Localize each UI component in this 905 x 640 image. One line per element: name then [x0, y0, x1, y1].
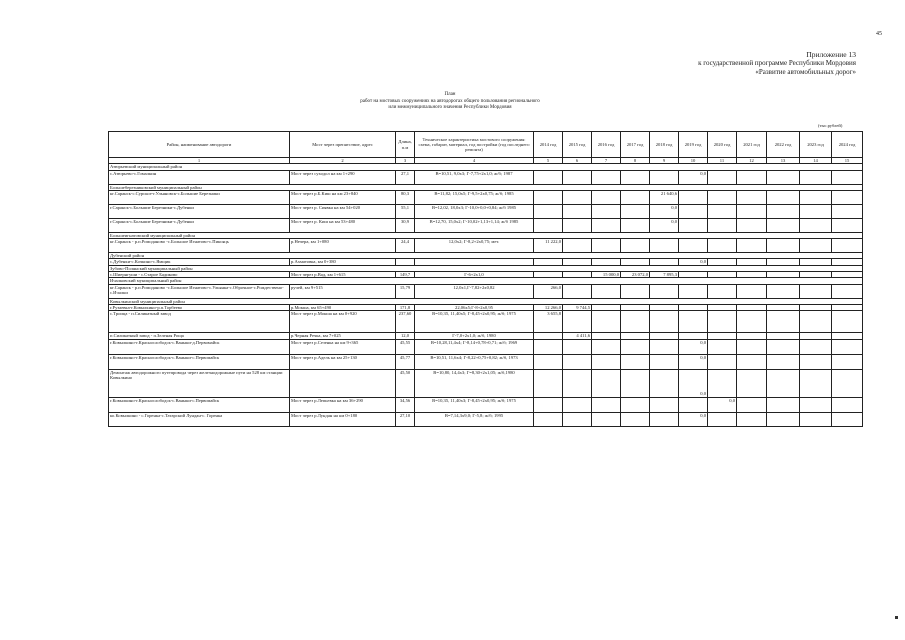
- header-tech: Техническое характеристика мостового сооружения: схема, габарит, материал, год постройки (год последнего ремонта): [415, 132, 534, 158]
- cell-road: кг.Саранск - р.п.Ромоданово -с.Большое Игнатово-с.Пиксяць: [109, 239, 290, 253]
- col-number: 15: [832, 158, 863, 164]
- cell-2020: [708, 412, 737, 426]
- cell-tech: 22,06х5;Г-8+2х0,95: [415, 304, 534, 310]
- cell-2020: [708, 218, 737, 232]
- cell-2014: 3 655,8: [534, 311, 563, 333]
- section-title: Большеберезниковский муниципальный район: [109, 184, 863, 190]
- cell-bridge: Мост через р.Б.Киш на км 23+840: [290, 190, 396, 204]
- cell-road: кг.Саранск - р.п.Ромоданово -с.Большое Игнатово-с.Ульянка-с.Оброчное-с.Рождествено-с.Ичалки: [109, 284, 290, 298]
- cell-2018: [650, 354, 679, 369]
- cell-tech: В=10,35, 11,40х5; Г-8,45+2х0,95; ж/б; 1975: [415, 311, 534, 333]
- appendix-line-1: к государственной программе Республики Мордовия: [698, 59, 856, 67]
- header-year: 2023 год: [800, 132, 832, 158]
- cell-length: 237,60: [396, 311, 415, 333]
- cell-2022: [767, 354, 800, 369]
- cell-2019: [679, 311, 708, 333]
- cell-road: г.Рузаевка-г.Ковылкино-р.п.Торбеево: [109, 304, 290, 310]
- cell-length: 27,1: [396, 170, 415, 184]
- plan-subtitle-1: работ на мостовых сооружениях на автодорогах общего пользования регионального: [360, 98, 540, 104]
- cell-2015: [563, 412, 592, 426]
- cell-2018: 21 640,6: [650, 190, 679, 204]
- cell-2023: [800, 354, 832, 369]
- cell-2015: [563, 339, 592, 354]
- cell-2015: [563, 239, 592, 253]
- cell-2014: [534, 170, 563, 184]
- cell-2018: [650, 412, 679, 426]
- cell-road: г.Саранск-с.Большие Березники-с.Дубенки: [109, 204, 290, 218]
- section-title: Большеигнатовский муниципальный район: [109, 232, 863, 238]
- cell-2021: [737, 397, 767, 412]
- plan-title: План: [444, 92, 456, 97]
- cell-bridge: р.Нечера, км 1+080: [290, 239, 396, 253]
- cell-2017: [621, 170, 650, 184]
- cell-2018: 0,0: [650, 218, 679, 232]
- cell-2024: [832, 311, 863, 333]
- cell-2018: 0,0: [650, 204, 679, 218]
- cell-2018: [650, 397, 679, 412]
- table-row: [109, 339, 863, 354]
- cell-road: ко.Ковылкино - с.Горенка-с.Татарский Лундан-с. Горенка: [109, 412, 290, 426]
- cell-2022: [767, 204, 800, 218]
- cell-length: 15,79: [396, 284, 415, 298]
- cell-2024: [832, 204, 863, 218]
- cell-2022: [767, 369, 800, 397]
- header-year: 2021 год: [737, 132, 767, 158]
- cell-2020: [708, 170, 737, 184]
- cell-2017: [621, 190, 650, 204]
- cell-2024: [832, 190, 863, 204]
- cell-2020: [708, 190, 737, 204]
- table-row: [109, 239, 863, 253]
- cell-2018: [650, 369, 679, 397]
- cell-length: 12,0: [396, 333, 415, 339]
- cell-length: 45,55: [396, 339, 415, 354]
- cell-2022: [767, 339, 800, 354]
- cell-bridge: Мост через р.Адель на км 25+130: [290, 354, 396, 369]
- cell-2023: [800, 204, 832, 218]
- page-number: 45: [876, 31, 882, 37]
- cell-road: г.Ковылкино-г.Краснослободск-с.Ваныки-с.Первомайск: [109, 354, 290, 369]
- cell-length: 171,8: [396, 304, 415, 310]
- cell-2024: [832, 354, 863, 369]
- cell-2023: [800, 190, 832, 204]
- cell-tech: В=12,70, 15,0х2; Г-10,02+1,13+1,14; ж/б 1985: [415, 218, 534, 232]
- cell-2019: [679, 218, 708, 232]
- cell-road: г.Саранск-с.Большие Березники-с.Дубенки: [109, 218, 290, 232]
- cell-2019: 0,0: [679, 412, 708, 426]
- cell-2019: 0,0: [679, 354, 708, 369]
- section-title: Ичалковский муниципальный район: [109, 278, 863, 284]
- cell-2024: [832, 339, 863, 354]
- cell-2019: [679, 190, 708, 204]
- cell-2022: [767, 170, 800, 184]
- cell-road: г.Ковылкино-г.Краснослободск-с.Ваныки-с.Первомайск: [109, 397, 290, 412]
- scan-mark: [895, 616, 898, 619]
- cell-2017: 23 072,0: [621, 272, 650, 278]
- section-title: Зубово-Полянский муниципальный район: [109, 265, 863, 271]
- appendix-header: [596, 50, 856, 77]
- cell-2022: [767, 284, 800, 298]
- cell-bridge: Мост через р.Мокша на км 0+920: [290, 311, 396, 333]
- cell-length: 55,1: [396, 204, 415, 218]
- col-number: 11: [708, 158, 737, 164]
- cell-road: с.Дубенки-с.Кочкино-с.Ямщик: [109, 259, 290, 265]
- cell-length: 27,10: [396, 412, 415, 426]
- cell-2021: [737, 412, 767, 426]
- cell-2014: [534, 397, 563, 412]
- cell-bridge: Мост через суходол на км 1+290: [290, 170, 396, 184]
- cell-2021: [737, 190, 767, 204]
- cell-2014: [534, 354, 563, 369]
- cell-2020: [708, 369, 737, 397]
- cell-2019: [679, 239, 708, 253]
- cell-2018: [650, 170, 679, 184]
- cell-2016: [592, 369, 621, 397]
- cell-2016: [592, 397, 621, 412]
- cell-2014: [534, 369, 563, 397]
- section-title: Ковылкинский муниципальный район: [109, 298, 863, 304]
- cell-bridge: Мост через р.Вад, км 1+615: [290, 272, 396, 278]
- cell-2015: [563, 311, 592, 333]
- header-year: 2017 год: [621, 132, 650, 158]
- cell-2016: [592, 412, 621, 426]
- cell-bridge: Мост через р.Лепьевка на км 36+290: [290, 397, 396, 412]
- cell-2019: 0,0: [679, 369, 708, 397]
- cell-2014: [534, 412, 563, 426]
- cell-2019: 0,0: [679, 339, 708, 354]
- cell-2014: [534, 218, 563, 232]
- cell-2015: [563, 204, 592, 218]
- section-title: Дубенский район: [109, 253, 863, 259]
- header-year: 2018 год: [650, 132, 679, 158]
- header-year: 2022 год: [767, 132, 800, 158]
- appendix-title: Приложение 13: [806, 50, 856, 59]
- cell-2015: 4 411,6: [563, 333, 592, 339]
- cell-2015: [563, 284, 592, 298]
- cell-tech: В=11,82; 15,0х5; Г-9,5+2х0,75; ж/б; 1985: [415, 190, 534, 204]
- col-number: 10: [679, 158, 708, 164]
- cell-2019: [679, 204, 708, 218]
- cell-2019: 0,0: [679, 259, 708, 265]
- cell-2015: [563, 218, 592, 232]
- cell-2017: [621, 284, 650, 298]
- cell-tech: 12,0х1,Г-7,82+2х0,82: [415, 284, 534, 298]
- col-number: 13: [767, 158, 800, 164]
- cell-2014: 12 266,0: [534, 304, 563, 310]
- cell-tech: В=10,28,11,4х4; Г-8,14+0,78+0,71; ж/б; 1969: [415, 339, 534, 354]
- cell-2017: [621, 369, 650, 397]
- cell-2024: [832, 412, 863, 426]
- table-row: [109, 311, 863, 333]
- cell-bridge: Мост через р.Лундан на км 0+180: [290, 412, 396, 426]
- cell-2021: [737, 369, 767, 397]
- cell-length: 45,77: [396, 354, 415, 369]
- cell-2020: [708, 284, 737, 298]
- cell-2022: [767, 311, 800, 333]
- cell-2022: [767, 397, 800, 412]
- table-row: [109, 369, 863, 397]
- cell-2016: [592, 190, 621, 204]
- cell-2014: 266,0: [534, 284, 563, 298]
- section-title: Атюрьевский муниципальный район: [109, 164, 863, 170]
- table-row: [109, 204, 863, 218]
- cell-2023: [800, 311, 832, 333]
- col-number: 1: [109, 158, 290, 164]
- cell-bridge: р.Черная Речка, км 7+025: [290, 333, 396, 339]
- cell-2018: [650, 311, 679, 333]
- cell-tech: В=12,02, 18,0х3; Г-10,0+0,0+0,84; ж/б 1985: [415, 204, 534, 218]
- header-year: 2015 год: [563, 132, 592, 158]
- cell-bridge: р.Мокша, км 65+490: [290, 304, 396, 310]
- col-number: 2: [290, 158, 396, 164]
- cell-2021: [737, 284, 767, 298]
- cell-2017: [621, 311, 650, 333]
- cell-2023: [800, 412, 832, 426]
- cell-2024: [832, 218, 863, 232]
- col-number: 14: [800, 158, 832, 164]
- cell-2023: [800, 397, 832, 412]
- cell-2020: [708, 339, 737, 354]
- cell-2015: 9 744,5: [563, 304, 592, 310]
- cell-bridge: Мост через р. Киш на км 53+480: [290, 218, 396, 232]
- cell-2015: [563, 397, 592, 412]
- cell-2014: [534, 190, 563, 204]
- cell-bridge: ручей, км 9+515: [290, 284, 396, 298]
- cell-2016: [592, 204, 621, 218]
- col-number: 5: [534, 158, 563, 164]
- cell-2019: [679, 397, 708, 412]
- cell-2018: 7 895,3: [650, 272, 679, 278]
- cell-bridge: Мост через р. Сиявка на км 54+020: [290, 204, 396, 218]
- cell-2024: [832, 170, 863, 184]
- table-row: [109, 284, 863, 298]
- cell-road: с.Атюрьево-с.Гомалкин: [109, 170, 290, 184]
- cell-tech: 12,0х2; Г-8,2+2х0,75; мет.: [415, 239, 534, 253]
- cell-2024: [832, 369, 863, 397]
- cell-length: 45,50: [396, 369, 415, 397]
- cell-2024: [832, 284, 863, 298]
- table-row: [109, 397, 863, 412]
- cell-2020: [708, 239, 737, 253]
- cell-bridge: Мост через р.Сезенка на км 9+365: [290, 339, 396, 354]
- cell-2023: [800, 339, 832, 354]
- cell-2022: [767, 239, 800, 253]
- cell-road: с.Шиернгуши - с.Старое Бадиково: [109, 272, 290, 278]
- cell-2016: [592, 218, 621, 232]
- unit-label: (тыс.рублей): [818, 123, 843, 128]
- plan-subtitle-2: или межмуниципального значения Республики Мордовия: [388, 105, 512, 110]
- cell-2021: [737, 204, 767, 218]
- cell-2016: [592, 339, 621, 354]
- col-number: 3: [396, 158, 415, 164]
- cell-2015: [563, 170, 592, 184]
- cell-length: 80,3: [396, 190, 415, 204]
- header-year: 2024 год: [832, 132, 863, 158]
- cell-2014: [534, 204, 563, 218]
- cell-tech: В=10,35, 11,40х3; Г-8,45+2х0,95; ж/б; 1975: [415, 397, 534, 412]
- col-number: 7: [592, 158, 621, 164]
- cell-2018: [650, 284, 679, 298]
- cell-2017: [621, 354, 650, 369]
- cell-2016: [592, 239, 621, 253]
- cell-2024: [832, 397, 863, 412]
- cell-2017: [621, 339, 650, 354]
- cell-2014: [534, 339, 563, 354]
- cell-2015: [563, 354, 592, 369]
- cell-2020: [708, 204, 737, 218]
- cell-2023: [800, 170, 832, 184]
- cell-2017: [621, 204, 650, 218]
- header-year: 2014 год: [534, 132, 563, 158]
- cell-2017: [621, 412, 650, 426]
- col-number: 6: [563, 158, 592, 164]
- cell-2024: [832, 239, 863, 253]
- table-row: [109, 218, 863, 232]
- cell-tech: Г-6+2х1,0: [415, 272, 534, 278]
- cell-2015: [563, 190, 592, 204]
- cell-tech: В=10,80, 14,4х3; Г=8,30+2х1,05; ж/б,1980: [415, 369, 534, 397]
- cell-length: 30,9: [396, 218, 415, 232]
- cell-2023: [800, 369, 832, 397]
- col-number: 8: [621, 158, 650, 164]
- header-length: Длина, п.м: [396, 132, 415, 158]
- cell-2017: [621, 239, 650, 253]
- cell-2020: 0,0: [708, 397, 737, 412]
- cell-2017: [621, 218, 650, 232]
- cell-2016: [592, 284, 621, 298]
- cell-2021: [737, 354, 767, 369]
- cell-2022: [767, 412, 800, 426]
- cell-bridge: [290, 369, 396, 397]
- cell-2014: 11 222,0: [534, 239, 563, 253]
- header-year: 2016 год: [592, 132, 621, 158]
- cell-2021: [737, 239, 767, 253]
- cell-2020: [708, 311, 737, 333]
- cell-2023: [800, 284, 832, 298]
- cell-road: кг.Саранск-с.Сурское-г.Ульяновск-с.Большие Березники: [109, 190, 290, 204]
- header-district: Район, наименование автодороги: [109, 132, 290, 158]
- cell-2018: [650, 239, 679, 253]
- cell-2019: [679, 284, 708, 298]
- header-bridge: Мост через препятствие, адрес: [290, 132, 396, 158]
- cell-bridge: р.Ахматовка, км 0+380: [290, 259, 396, 265]
- cell-2016: [592, 311, 621, 333]
- cell-2023: [800, 239, 832, 253]
- header-year: 2019 год: [679, 132, 708, 158]
- cell-road: п.Силикатный завод - п.Зеленая Роща: [109, 333, 290, 339]
- cell-length: 149,7: [396, 272, 415, 278]
- cell-tech: В=7,14,3х9,0; Г-5,8; ж/б; 1995: [415, 412, 534, 426]
- table-row: [109, 190, 863, 204]
- cell-2022: [767, 218, 800, 232]
- cell-road: г.Ковылкино-г.Краснослободск-с.Ваныки-д.Первомайск: [109, 339, 290, 354]
- cell-2018: [650, 339, 679, 354]
- cell-2020: [708, 354, 737, 369]
- cell-2022: [767, 190, 800, 204]
- header-year: 2020 год: [708, 132, 737, 158]
- cell-length: 34,56: [396, 397, 415, 412]
- plan-heading: [300, 92, 600, 112]
- cell-2021: [737, 311, 767, 333]
- bridge-works-table: [108, 131, 863, 427]
- col-number: 12: [737, 158, 767, 164]
- cell-2021: [737, 218, 767, 232]
- cell-2023: [800, 218, 832, 232]
- cell-road: с.Троица - п.Силикатный завод: [109, 311, 290, 333]
- table-row: [109, 354, 863, 369]
- cell-2019: 0,0: [679, 170, 708, 184]
- col-number: 9: [650, 158, 679, 164]
- cell-2016: [592, 170, 621, 184]
- cell-2016: 15 000,0: [592, 272, 621, 278]
- cell-2021: [737, 170, 767, 184]
- appendix-line-2: «Развитие автомобильных дорог»: [755, 68, 856, 76]
- cell-2021: [737, 339, 767, 354]
- col-number: 4: [415, 158, 534, 164]
- cell-tech: В=10,51, 9,0х3; Г-7,75+2х1,0; ж/б; 1987: [415, 170, 534, 184]
- cell-2017: [621, 397, 650, 412]
- cell-tech: Г-7,0+2х1,0; ж/б, 1980: [415, 333, 534, 339]
- table-row: [109, 170, 863, 184]
- cell-tech: В=10,51, 11,6х4; Г-8,22+0,75+0,82; ж/б, 1973: [415, 354, 534, 369]
- cell-2015: [563, 369, 592, 397]
- cell-road: Демонтаж автодорожного путепровода через железнодорожные пути на 528 км станции Ковылкино: [109, 369, 290, 397]
- table-row: [109, 412, 863, 426]
- cell-2016: [592, 354, 621, 369]
- header-row: [109, 132, 863, 158]
- cell-length: 24,4: [396, 239, 415, 253]
